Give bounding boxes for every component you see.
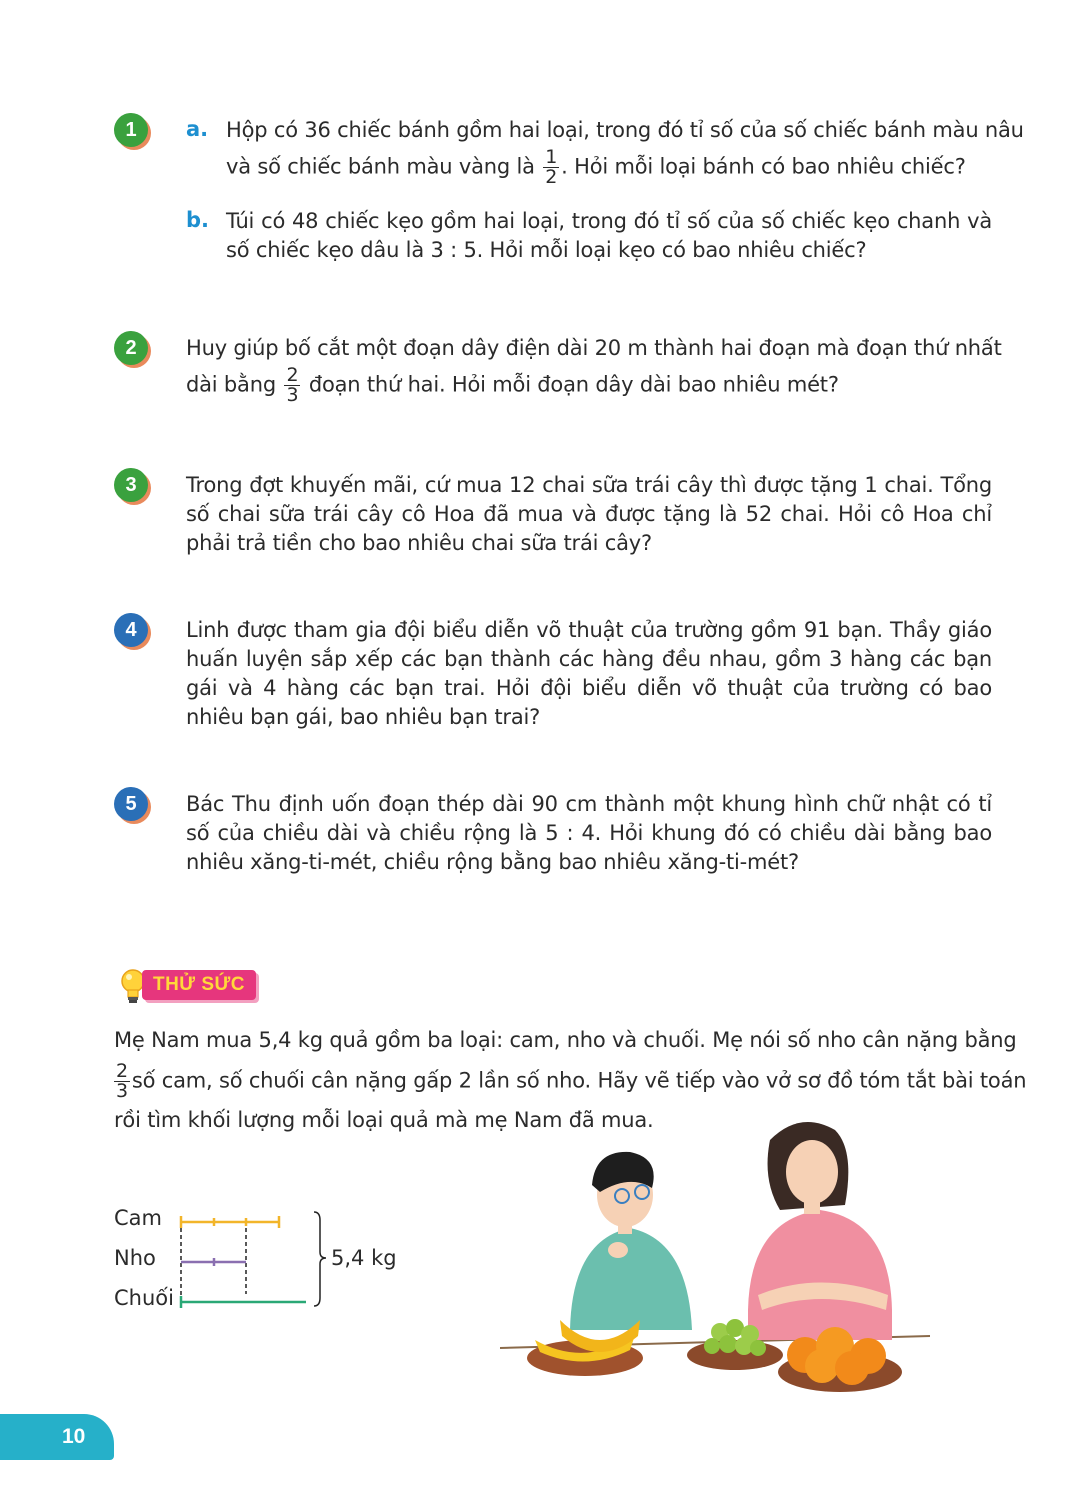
page-number: 10 xyxy=(62,1425,86,1448)
fraction-denominator: 3 xyxy=(286,384,299,406)
family-fruit-illustration xyxy=(500,1110,940,1400)
segment-nho xyxy=(181,1258,246,1266)
try-section-header xyxy=(120,968,258,1004)
diagram-label-nho: Nho xyxy=(114,1246,156,1270)
fraction xyxy=(284,366,300,405)
try-section-line2 xyxy=(114,1060,1027,1102)
exercise-number-badge xyxy=(114,331,148,365)
part-label-b: b. xyxy=(186,208,210,232)
exercise-2-line2 xyxy=(186,366,992,405)
exercise-2-line1: Huy giúp bố cắt một đoạn dây điện dài 20 m thành hai đoạn mà đoạn thứ nhất xyxy=(186,336,1002,360)
part-label-a: a. xyxy=(186,117,209,141)
fraction-denominator: 2 xyxy=(545,166,558,188)
exercise-1a-line2 xyxy=(226,148,992,187)
try-section-text-after: số cam, số chuối cân nặng gấp 2 lần số nho. Hãy vẽ tiếp vào vở sơ đồ tóm tắt bài toán xyxy=(131,1068,1027,1093)
try-section-line3: rồi tìm khối lượng mỗi loại quả mà mẹ Nam đã mua. xyxy=(114,1108,654,1132)
exercise-4-text: Linh được tham gia đội biểu diễn võ thuật của trường gồm 91 bạn. Thầy giáo huấn luyện sắp xếp các bạn thành các hàng đều nhau, gồm 3 hàng các bạn gái và 4 hàng các bạn trai. Hỏi đội biểu diễn võ thuật của trường có bao nhiêu bạn gái, bao nhiêu bạn trai? xyxy=(186,618,992,729)
exercise-3-text: Trong đợt khuyến mãi, cứ mua 12 chai sữa trái cây thì được tặng 1 chai. Tổng số chai sữa trái cây cô Hoa đã mua và được tặng là 52 chai. Hỏi cô Hoa chỉ phải trả tiền cho bao nhiêu chai sữa trái cây? xyxy=(186,473,992,555)
exercise-number-badge xyxy=(114,113,148,147)
page-number-tab xyxy=(0,1414,114,1460)
fraction-numerator: 2 xyxy=(116,1060,128,1082)
exercise-1b-text: Túi có 48 chiếc kẹo gồm hai loại, trong đó tỉ số của số chiếc kẹo chanh và số chiếc kẹo dâu là 3 : 5. Hỏi mỗi loại kẹo có bao nhiêu chiếc? xyxy=(226,209,992,262)
exercise-number-badge xyxy=(114,468,148,502)
exercise-1a-line1: Hộp có 36 chiếc bánh gồm hai loại, trong đó tỉ số của số chiếc bánh màu nâu xyxy=(226,118,1024,142)
segment-chuoi xyxy=(181,1296,306,1308)
exercise-number: 3 xyxy=(125,473,137,496)
fraction xyxy=(114,1062,130,1101)
fraction-numerator: 1 xyxy=(545,146,558,168)
exercise-number: 2 xyxy=(125,336,137,359)
exercise-1a-text-after: . Hỏi mỗi loại bánh có bao nhiêu chiếc? xyxy=(561,154,966,179)
exercise-2-text-before: dài bằng xyxy=(186,372,276,397)
diagram-label-cam: Cam xyxy=(114,1206,162,1230)
try-section-tag: THỬ SỨC xyxy=(142,970,256,1000)
fraction-numerator: 2 xyxy=(286,364,299,386)
boy-figure xyxy=(570,1152,692,1330)
fraction xyxy=(543,148,559,187)
fraction-denominator: 3 xyxy=(116,1080,128,1102)
brace xyxy=(314,1212,326,1306)
exercise-1a-text-before: và số chiếc bánh màu vàng là xyxy=(226,154,535,179)
diagram-label-chuoi: Chuối xyxy=(114,1286,174,1310)
exercise-5-text: Bác Thu định uốn đoạn thép dài 90 cm thành một khung hình chữ nhật có tỉ số của chiều dài và chiều rộng là 5 : 4. Hỏi khung đó có chiều dài bằng bao nhiêu xăng-ti-mét, chiều rộng bằng bao nhiêu xăng-ti-mét? xyxy=(186,792,992,874)
exercise-number-badge xyxy=(114,613,148,647)
exercise-2-text-after: đoạn thứ hai. Hỏi mỗi đoạn dây dài bao nhiêu mét? xyxy=(308,372,839,397)
segment-diagram xyxy=(176,1206,326,1316)
try-section-line1: Mẹ Nam mua 5,4 kg quả gồm ba loại: cam, nho và chuối. Mẹ nói số nho cân nặng bằng xyxy=(114,1028,1017,1052)
exercise-number: 5 xyxy=(125,792,137,815)
mother-figure xyxy=(748,1122,892,1340)
exercise-number-badge xyxy=(114,787,148,821)
diagram-total: 5,4 kg xyxy=(331,1246,397,1270)
exercise-number: 4 xyxy=(125,618,137,641)
segment-cam xyxy=(181,1216,279,1228)
exercise-number: 1 xyxy=(125,118,137,141)
